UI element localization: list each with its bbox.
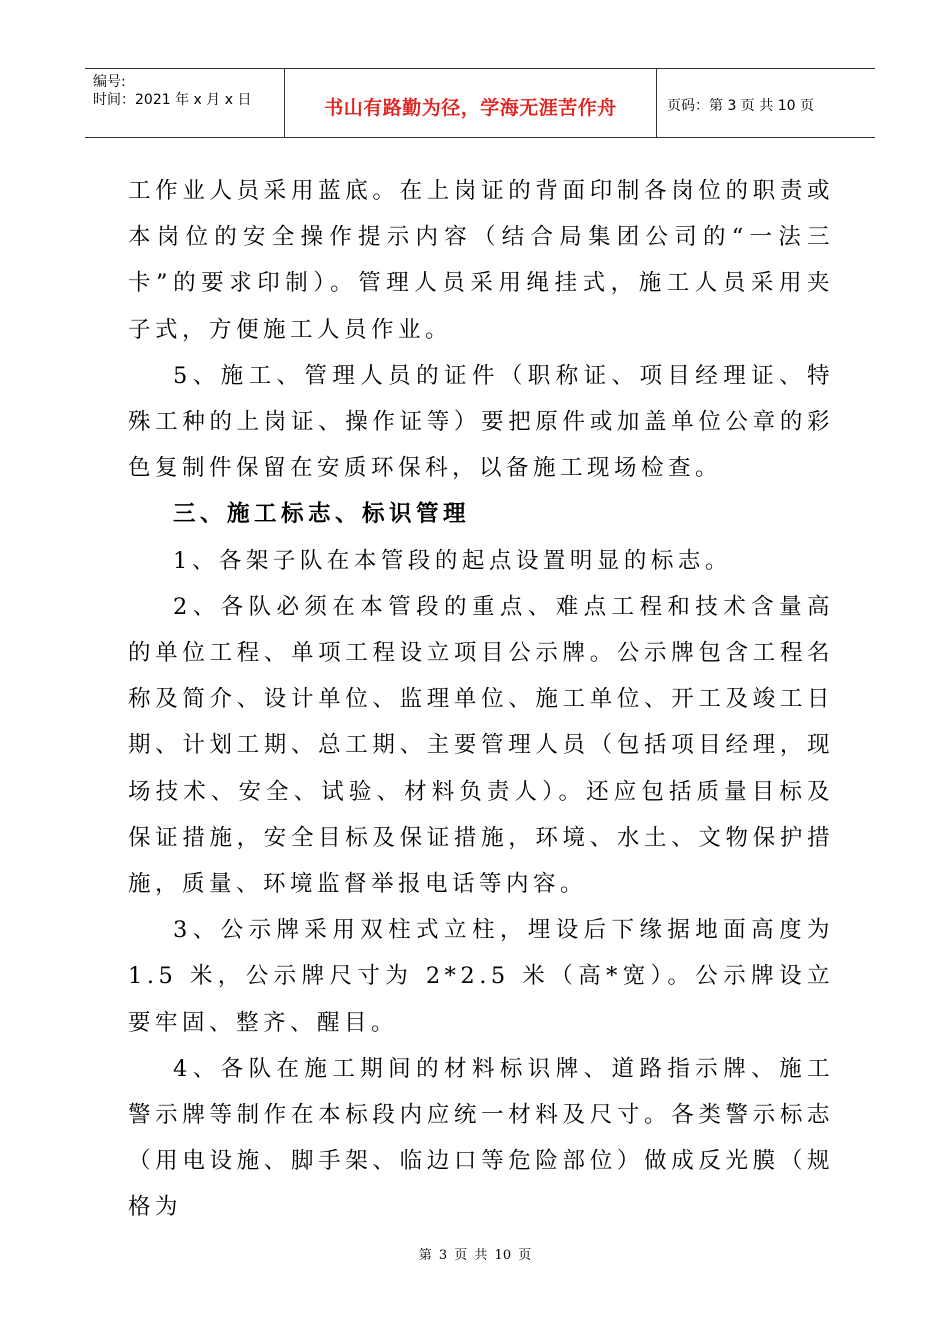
document-time-label: 时间：2021 年 x 月 x 日 [93,92,252,108]
paragraph-item-5: 5、施工、管理人员的证件（职称证、项目经理证、特殊工种的上岗证、操作证等）要把原件或加盖单位公章的彩色复制件保留在安质环保科，以备施工现场检查。 [128,362,834,482]
header-meta [85,69,285,137]
header-page-number: 页码：第 3 页 共 10 页 [667,98,814,114]
paragraph-item-4: 4、各队在施工期间的材料标识牌、道路指示牌、施工警示牌等制作在本标段内应统一材料及尺寸。各类警示标志（用电设施、脚手架、临边口等危险部位）做成反光膜（规格为 [128,1055,834,1221]
page-header [85,68,875,138]
header-motto: 书山有路勤为径，学海无涯苦作舟 [285,69,657,137]
page-footer: 第 3 页 共 10 页 [418,1248,532,1263]
section-heading: 三、施工标志、标识管理 [173,501,471,528]
document-number-label: 编号: [93,74,126,90]
document-body [128,168,846,1231]
paragraph-continued: 工作业人员采用蓝底。在上岗证的背面印制各岗位的职责或本岗位的安全操作提示内容（结合局集团公司的“一法三卡”的要求印制）。管理人员采用绳挂式，施工人员采用夹子式，方便施工人员作业。 [128,178,834,343]
paragraph-item-3: 3、公示牌采用双柱式立柱，埋设后下缘据地面高度为 1.5 米，公示牌尺寸为 2*2.5 米（高*宽）。公示牌设立要牢固、整齐、醒目。 [128,917,846,1036]
paragraph-item-2: 2、各队必须在本管段的重点、难点工程和技术含量高的单位工程、单项工程设立项目公示牌。公示牌包含工程名称及简介、设计单位、监理单位、施工单位、开工及竣工日期、计划工期、总工期、主要管理人员（包括项目经理，现场技术、安全、试验、材料负责人）。还应包括质量目标及保证措施，安全目标及保证措施，环境、水土、文物保护措施，质量、环境监督举报电话等内容。 [128,593,834,898]
paragraph-item-1: 1、各架子队在本管段的起点设置明显的标志。 [173,547,732,574]
